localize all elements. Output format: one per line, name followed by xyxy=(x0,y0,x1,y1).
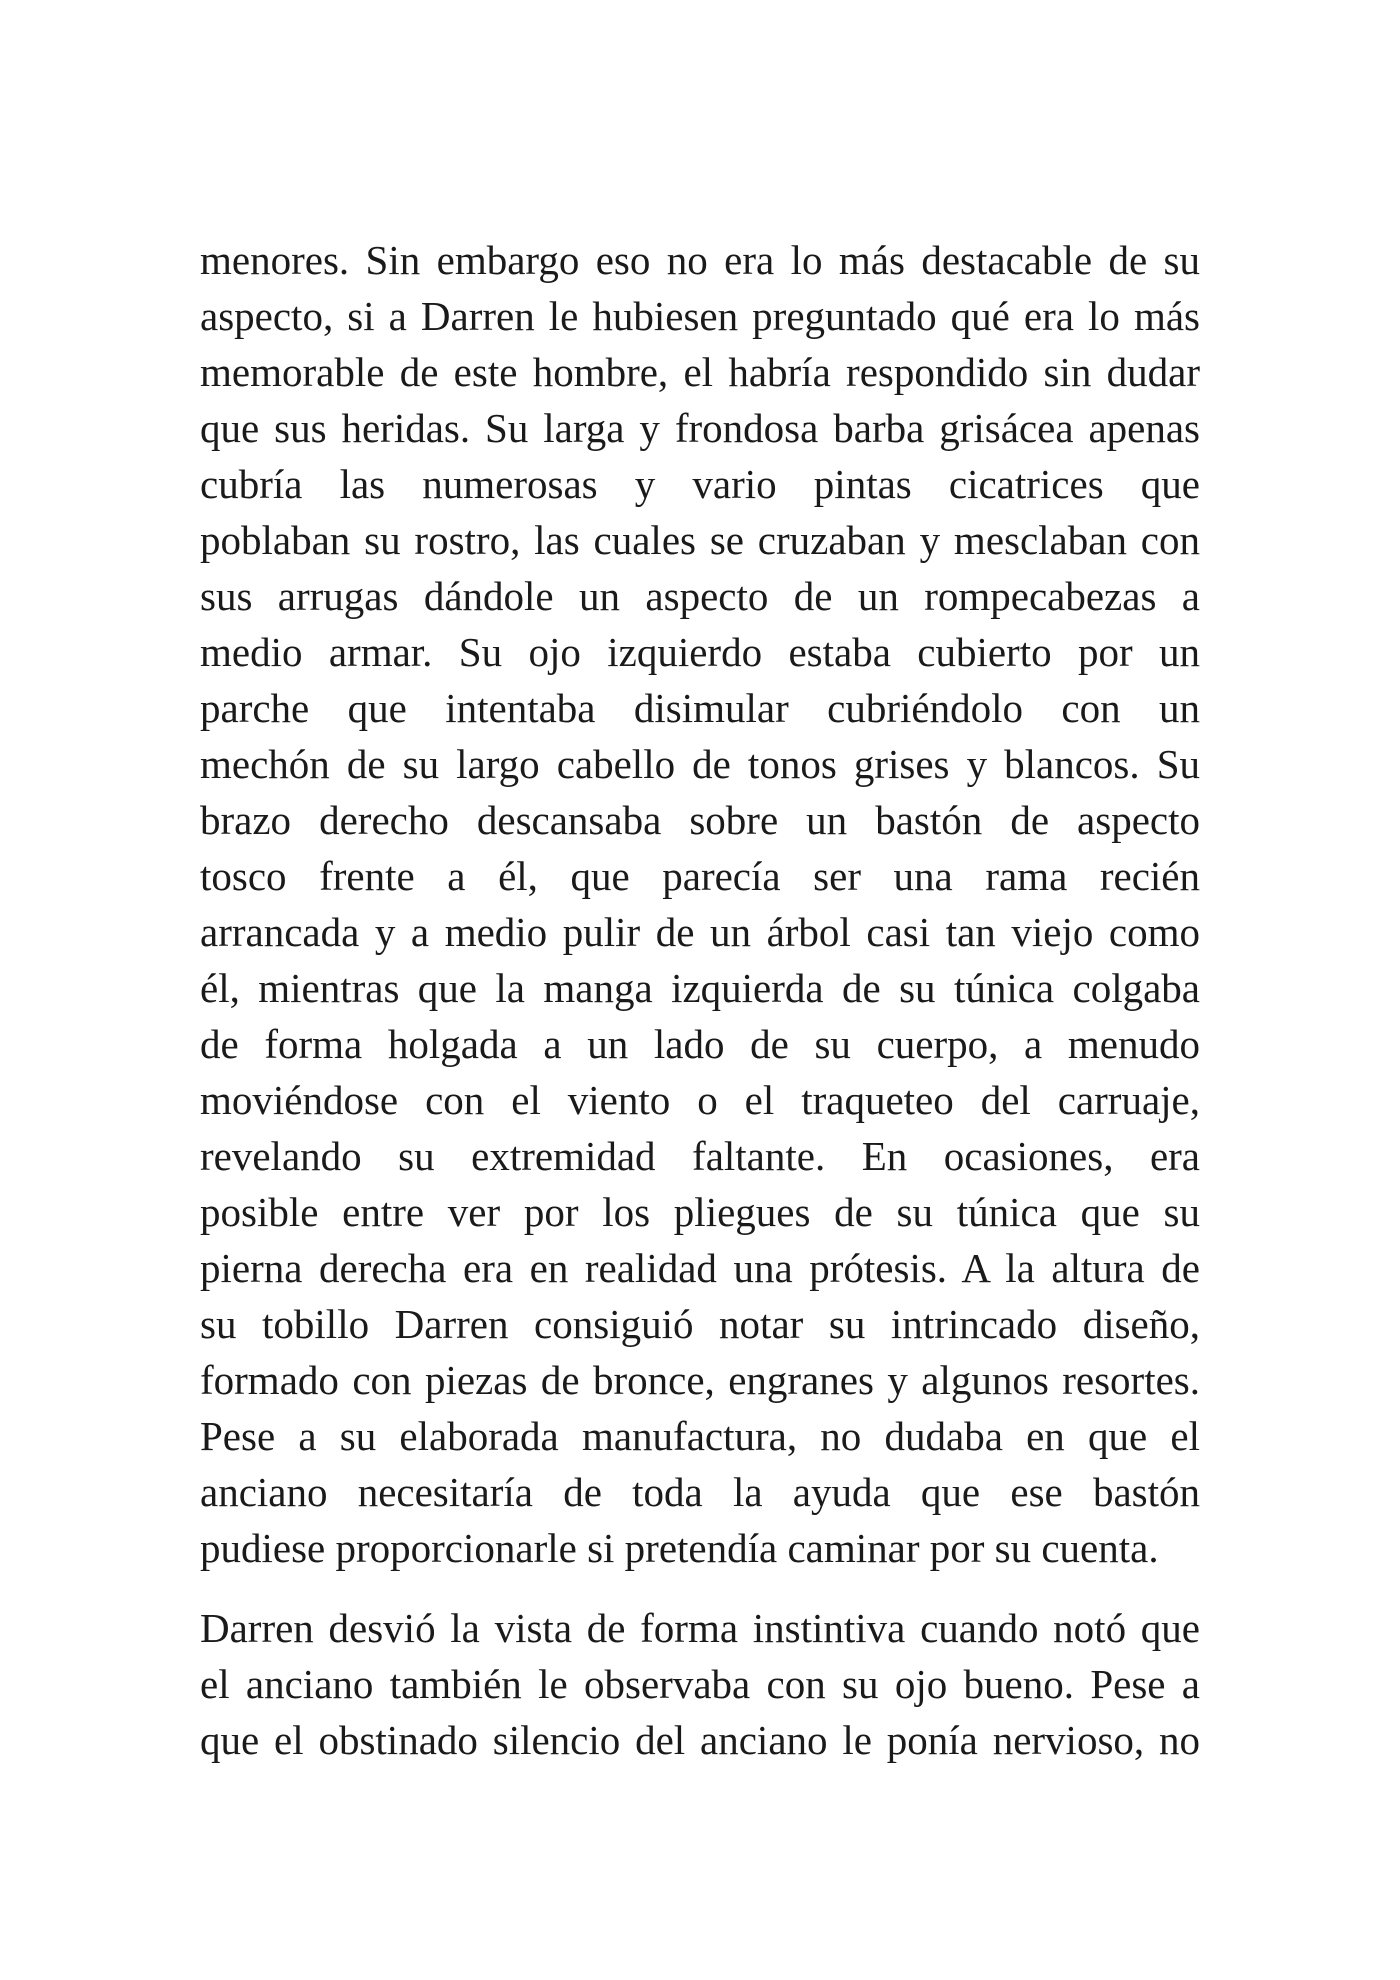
text-line: sus arrugas dándole un aspecto de un rompecabezas a xyxy=(200,573,1200,619)
text-line: él, mientras que la manga izquierda de su túnica colgaba xyxy=(200,965,1200,1011)
text-line: Darren desvió la vista de forma instintiva cuando notó que xyxy=(200,1605,1200,1651)
paragraph xyxy=(200,232,1200,1576)
text-line: formado con piezas de bronce, engranes y algunos resortes. xyxy=(200,1357,1200,1403)
text-line: arrancada y a medio pulir de un árbol casi tan viejo como xyxy=(200,909,1200,955)
text-line: menores. Sin embargo eso no era lo más destacable de su xyxy=(200,237,1200,283)
text-line: tosco frente a él, que parecía ser una rama recién xyxy=(200,853,1200,899)
body-text xyxy=(200,232,1200,1768)
text-line: el anciano también le observaba con su ojo bueno. Pese a xyxy=(200,1661,1200,1707)
text-line: su tobillo Darren consiguió notar su intrincado diseño, xyxy=(200,1301,1200,1347)
text-line: que sus heridas. Su larga y frondosa barba grisácea apenas xyxy=(200,405,1200,451)
text-line: poblaban su rostro, las cuales se cruzaban y mesclaban con xyxy=(200,517,1200,563)
text-line: pierna derecha era en realidad una prótesis. A la altura de xyxy=(200,1245,1200,1291)
paragraph xyxy=(200,1600,1200,1768)
text-line: memorable de este hombre, el habría respondido sin dudar xyxy=(200,349,1200,395)
text-line: brazo derecho descansaba sobre un bastón de aspecto xyxy=(200,797,1200,843)
text-line: aspecto, si a Darren le hubiesen preguntado qué era lo más xyxy=(200,293,1200,339)
text-line: pudiese proporcionarle si pretendía caminar por su cuenta. xyxy=(200,1525,1159,1571)
text-line: moviéndose con el viento o el traqueteo del carruaje, xyxy=(200,1077,1200,1123)
text-line: mechón de su largo cabello de tonos grises y blancos. Su xyxy=(200,741,1200,787)
text-line: posible entre ver por los pliegues de su túnica que su xyxy=(200,1189,1200,1235)
text-line: revelando su extremidad faltante. En ocasiones, era xyxy=(200,1133,1200,1179)
text-line: que el obstinado silencio del anciano le ponía nervioso, no xyxy=(200,1717,1200,1763)
text-line: cubría las numerosas y vario pintas cicatrices que xyxy=(200,461,1200,507)
text-line: Pese a su elaborada manufactura, no dudaba en que el xyxy=(200,1413,1200,1459)
text-line: de forma holgada a un lado de su cuerpo, a menudo xyxy=(200,1021,1200,1067)
text-line: medio armar. Su ojo izquierdo estaba cubierto por un xyxy=(200,629,1200,675)
text-line: anciano necesitaría de toda la ayuda que ese bastón xyxy=(200,1469,1200,1515)
text-line: parche que intentaba disimular cubriéndolo con un xyxy=(200,685,1200,731)
